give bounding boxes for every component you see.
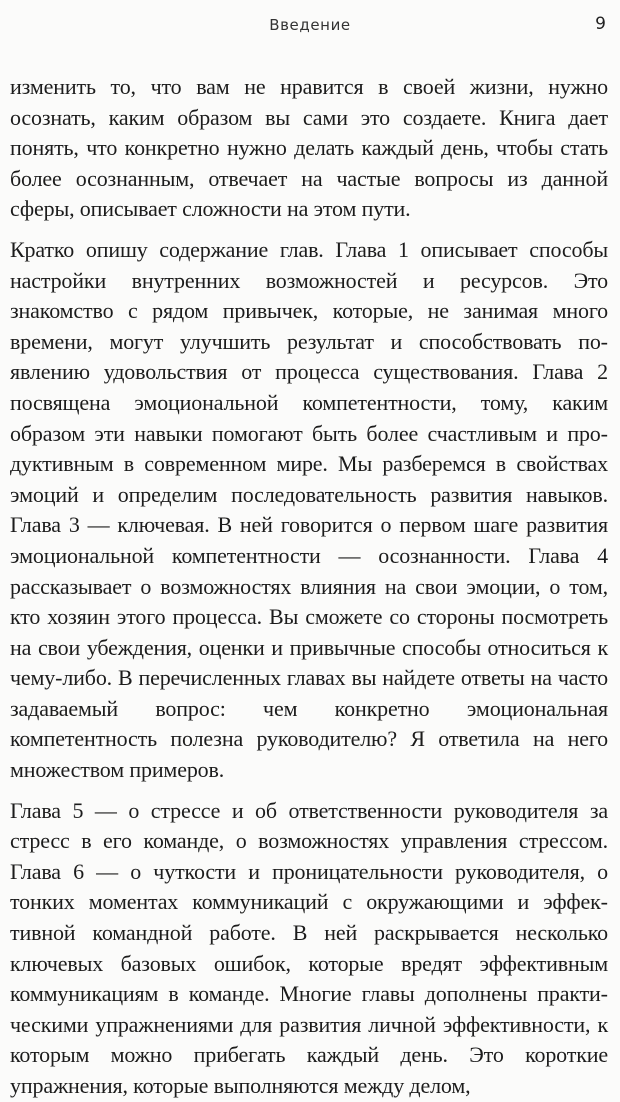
- page-header: [0, 12, 620, 38]
- page-number: 9: [595, 14, 606, 34]
- running-title: Введение: [269, 16, 351, 34]
- paragraph-intro-continued: изменить то, что вам не нравится в своей жизни, нужно осознать, каким образом вы сами это создаете. Книга дает понять, что конкретно нужно делать каждый день, чтобы стать более осознанным, отвечает на частые вопросы из данной сферы, описывает сложности на этом пути.: [10, 74, 608, 222]
- paragraph-chapters-5-6: Глава 5 — о стрессе и об ответственности руководителя за стресс в его команде, о возможностях управления стрессом. Глава 6 — о чуткости и проницательности руководителя, о тонких моментах коммуникаций с окружающими и эффективной командной работе. В ней раскрывается несколько ключевых базовых ошибок, которые вредят эффективным коммуникациям в команде. Многие главы дополнены практическими упражнениями для развития личной эффективности, к которым можно прибегать каждый день. Это короткие упражнения, которые выполняются между делом,: [10, 797, 608, 1098]
- paragraph-chapters-overview: Кратко опишу содержание глав. Глава 1 описывает способы настройки внутренних возможностей и ресурсов. Это знакомство с рядом привычек, которые, не занимая много времени, могут улучшить результат и способствовать появлению удовольствия от процесса существования. Глава 2 посвящена эмоциональной компетентности, тому, каким образом эти навыки помогают быть более счастливым и продуктивным в современном мире. Мы разберемся в свойствах эмоций и определим последовательность развития навыков. Глава 3 — ключевая. В ней говорится о первом шаге развития эмоциональной компетентности — осознанности. Глава 4 рассказывает о возможностях влияния на свои эмоции, о том, кто хозяин этого процесса. Вы сможете со стороны посмотреть на свои убеждения, оценки и привычные способы относиться к чему-либо. В перечисленных главах вы найдете ответы на часто задаваемый вопрос: чем конкретно эмоциональная компетентность полезна руководителю? Я ответила на него множеством примеров.: [10, 236, 608, 783]
- body-text: [10, 72, 608, 1102]
